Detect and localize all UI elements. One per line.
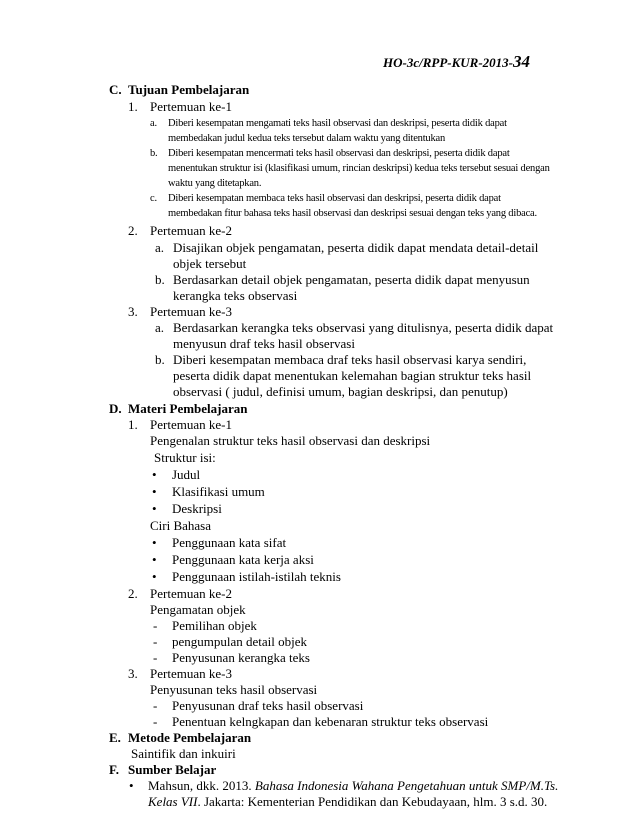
c-m2-title: Pertemuan ke-2 bbox=[150, 223, 232, 238]
page-number: 34 bbox=[513, 52, 530, 71]
section-c-letter: C. bbox=[109, 82, 122, 97]
reference-author: Mahsun, dkk. 2013. bbox=[148, 778, 255, 793]
bullet-icon: • bbox=[152, 569, 157, 584]
c-m1-b-line2: menentukan struktur isi (klasifikasi umum, rincian deskripsi) kedua teks tersebut sesuai dengan bbox=[168, 163, 550, 174]
c-m1-c-line2: membedakan fitur bahasa teks hasil observasi dan deskripsi sesuai dengan teks yang dibaca. bbox=[168, 208, 537, 219]
section-e-letter: E. bbox=[109, 730, 121, 745]
bullet-icon: • bbox=[129, 778, 134, 793]
c-m2-b-label: b. bbox=[155, 272, 165, 287]
section-d-letter: D. bbox=[109, 401, 122, 416]
c-m3-a-line1: Berdasarkan kerangka teks observasi yang ditulisnya, peserta didik dapat bbox=[173, 320, 554, 335]
c-m2-a-line2: objek tersebut bbox=[173, 256, 247, 271]
d-m1-ciri-title: Ciri Bahasa bbox=[150, 518, 212, 533]
c-m3-label: 3. bbox=[128, 304, 138, 319]
c-m2-a-line1: Disajikan objek pengamatan, peserta didik dapat mendata detail-detail bbox=[173, 240, 539, 255]
d-m2-intro: Pengamatan objek bbox=[150, 602, 246, 617]
reference-title: Bahasa Indonesia Wahana Pengetahuan untuk SMP/M.Ts. bbox=[254, 778, 559, 793]
d-m3-label: 3. bbox=[128, 666, 138, 681]
c-m1-title: Pertemuan ke-1 bbox=[150, 99, 232, 114]
bullet-icon: • bbox=[152, 552, 157, 567]
c-m1-b-line1: Diberi kesempatan mencermati teks hasil observasi dan deskripsi, peserta didik dapat bbox=[168, 148, 510, 159]
c-m2-b-line1: Berdasarkan detail objek pengamatan, peserta didik dapat menyusun bbox=[173, 272, 530, 287]
c-m2-a-label: a. bbox=[155, 240, 165, 255]
d-m3-item: Penentuan kelngkapan dan kebenaran struktur teks observasi bbox=[172, 714, 489, 729]
c-m1-a-line2: membedakan judul kedua teks tersebut dalam waktu yang ditentukan bbox=[168, 133, 446, 144]
d-m2-item: Penyusunan kerangka teks bbox=[172, 650, 310, 665]
reference-title-cont: Kelas VII bbox=[148, 794, 198, 809]
c-m1-c-label: c. bbox=[150, 193, 157, 204]
c-m1-b-label: b. bbox=[150, 148, 158, 159]
c-m2-label: 2. bbox=[128, 223, 138, 238]
d-m1-title: Pertemuan ke-1 bbox=[150, 417, 232, 432]
dash-icon: - bbox=[153, 618, 158, 633]
page-header bbox=[383, 52, 530, 72]
c-m1-b-line3: waktu yang ditetapkan. bbox=[168, 178, 262, 189]
c-m3-b-label: b. bbox=[155, 352, 165, 367]
section-f-letter: F. bbox=[109, 762, 119, 777]
d-m2-item: Pemilihan objek bbox=[172, 618, 257, 633]
d-m2-item: pengumpulan detail objek bbox=[172, 634, 308, 649]
section-e-title: Metode Pembelajaran bbox=[128, 730, 252, 745]
d-m1-struktur-title: Struktur isi: bbox=[154, 450, 216, 465]
bullet-icon: • bbox=[152, 535, 157, 550]
c-m1-a-line1: Diberi kesempatan mengamati teks hasil observasi dan deskripsi, peserta didik dapat bbox=[168, 118, 507, 129]
reference-line2 bbox=[148, 794, 547, 810]
reference-line1 bbox=[148, 778, 558, 794]
c-m3-b-line3: observasi ( judul, definisi umum, bagian deskripsi, dan penutup) bbox=[173, 384, 508, 399]
c-m3-a-line2: menyusun draf teks hasil observasi bbox=[173, 336, 355, 351]
d-m2-title: Pertemuan ke-2 bbox=[150, 586, 232, 601]
bullet-icon: • bbox=[152, 501, 157, 516]
struktur-item: Deskripsi bbox=[172, 501, 222, 516]
struktur-item: Judul bbox=[172, 467, 201, 482]
c-m2-b-line2: kerangka teks observasi bbox=[173, 288, 298, 303]
d-m3-title: Pertemuan ke-3 bbox=[150, 666, 232, 681]
d-m1-intro: Pengenalan struktur teks hasil observasi dan deskripsi bbox=[150, 433, 431, 448]
reference-publisher: . Jakarta: Kementerian Pendidikan dan Kebudayaan, hlm. 3 s.d. 30. bbox=[197, 794, 548, 809]
d-m2-label: 2. bbox=[128, 586, 138, 601]
c-m3-b-line1: Diberi kesempatan membaca draf teks hasil observasi karya sendiri, bbox=[173, 352, 527, 367]
section-f-title: Sumber Belajar bbox=[128, 762, 217, 777]
ciri-item: Penggunaan istilah-istilah teknis bbox=[172, 569, 341, 584]
dash-icon: - bbox=[153, 698, 158, 713]
section-c-title: Tujuan Pembelajaran bbox=[128, 82, 250, 97]
struktur-item: Klasifikasi umum bbox=[172, 484, 265, 499]
d-m1-label: 1. bbox=[128, 417, 138, 432]
c-m1-c-line1: Diberi kesempatan membaca teks hasil observasi dan deskripsi, peserta didik dapat bbox=[168, 193, 501, 204]
document-code: HO-3c/RPP-KUR-2013- bbox=[383, 55, 513, 70]
c-m1-label: 1. bbox=[128, 99, 138, 114]
c-m3-title: Pertemuan ke-3 bbox=[150, 304, 232, 319]
c-m1-a-label: a. bbox=[150, 118, 157, 129]
dash-icon: - bbox=[153, 714, 158, 729]
c-m3-b-line2: peserta didik dapat menentukan kelemahan bagian struktur teks hasil bbox=[173, 368, 532, 383]
dash-icon: - bbox=[153, 634, 158, 649]
bullet-icon: • bbox=[152, 484, 157, 499]
bullet-icon: • bbox=[152, 467, 157, 482]
d-m3-intro: Penyusunan teks hasil observasi bbox=[150, 682, 318, 697]
ciri-item: Penggunaan kata kerja aksi bbox=[172, 552, 314, 567]
section-e-content: Saintifik dan inkuiri bbox=[131, 746, 236, 761]
ciri-item: Penggunaan kata sifat bbox=[172, 535, 287, 550]
d-m3-item: Penyusunan draf teks hasil observasi bbox=[172, 698, 364, 713]
section-d-title: Materi Pembelajaran bbox=[128, 401, 248, 416]
dash-icon: - bbox=[153, 650, 158, 665]
c-m3-a-label: a. bbox=[155, 320, 165, 335]
